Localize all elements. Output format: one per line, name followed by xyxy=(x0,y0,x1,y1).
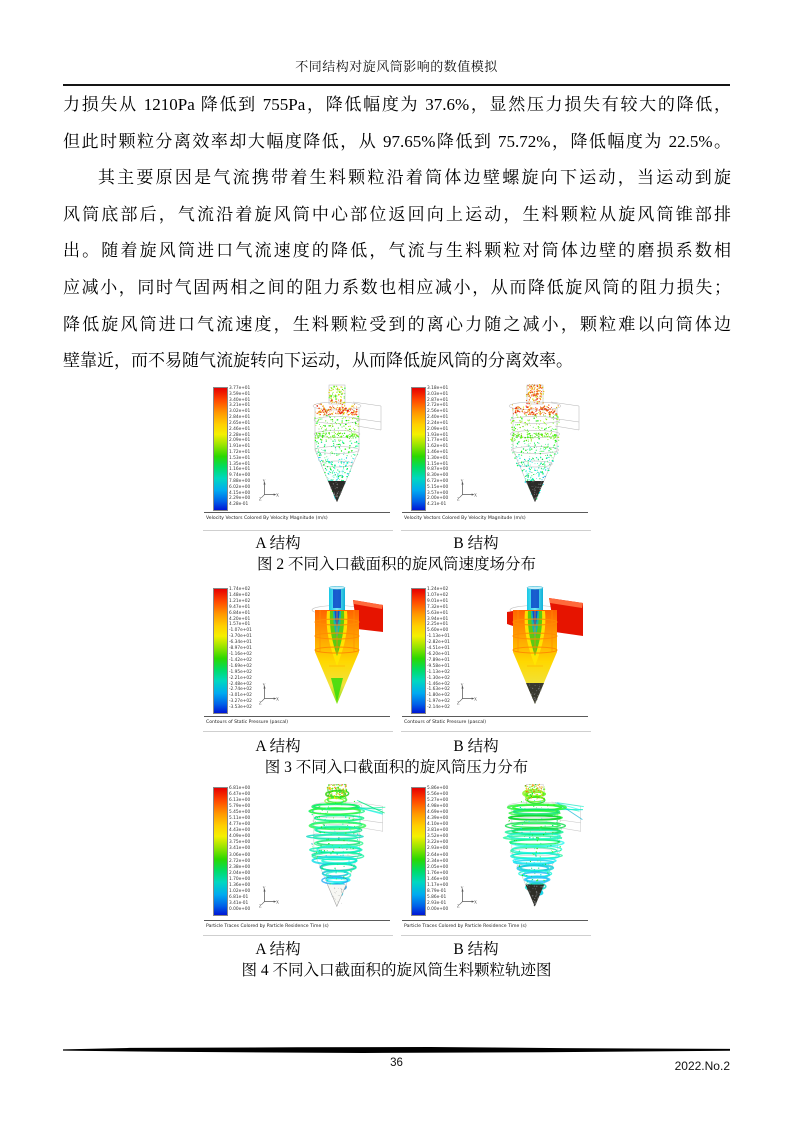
structure-label-a: A 结构 xyxy=(255,535,301,552)
structure-labels-row xyxy=(183,531,579,553)
cyclone-pressure-render xyxy=(295,586,387,712)
axis-y-label: Y xyxy=(262,683,266,688)
header-rule xyxy=(63,84,730,86)
text-line: 应减小，同时气固两相之间的阻力系数也相应减小，从而降低旋风筒的阻力损失； xyxy=(63,277,731,297)
cyclone-particle-trace-render xyxy=(293,781,389,917)
axis-y-label: Y xyxy=(262,886,266,891)
color-legend-bar xyxy=(213,787,228,916)
figure-4-caption: 图 4 不同入口截面积的旋风筒生料颗粒轨迹图 xyxy=(241,962,552,979)
render-status-text: Particle Traces Colored by Particle Residence Time (s) xyxy=(204,920,390,929)
axis-triad-icon xyxy=(259,683,281,705)
structure-labels-row xyxy=(183,937,579,959)
figure-3-caption: 图 3 不同入口截面积的旋风筒压力分布 xyxy=(264,759,529,776)
color-legend-ticks: 1.24e+02 1.07e+02 9.01e+01 7.32e+01 5.63e+01 3.94e+01 2.25e+01 5.60e+00 -1.13e+01 -2.82e+01 -4.51e+01 -6.20e+01 -7.89e+01 -9.58e+01 -1.13e+02 -1.30e+02 -1.46e+02 -1.63e+02 -1.80e+02 -1.97e+02 -2.14e+02 xyxy=(427,587,450,711)
axis-x-label: X xyxy=(276,696,280,702)
color-legend-ticks: 3.18e+01 3.03e+01 2.87e+01 2.72e+01 2.56e+01 2.40e+01 2.24e+01 2.09e+01 1.93e+01 1.77e+01 1.62e+01 1.46e+01 1.30e+01 1.15e+01 9.87e+00 8.30e+00 6.72e+00 5.15e+00 3.57e+00 2.00e+00 4.21e-01 xyxy=(427,386,449,508)
issue-label: 2022.No.2 xyxy=(674,1059,730,1073)
text-line: 壁靠近，而不易随气流旋转向下运动，从而降低旋风筒的分离效率。 xyxy=(63,351,573,371)
cfd-panel-fig4-b xyxy=(401,780,591,936)
axis-triad-icon xyxy=(457,479,479,501)
color-legend-ticks: 5.86e+00 5.56e+00 5.27e+00 4.98e+00 4.69e+00 4.39e+00 4.10e+00 3.81e+00 3.52e+00 3.22e+00 2.93e+00 2.64e+00 2.34e+00 2.05e+00 1.76e+00 1.46e+00 1.17e+00 8.79e-01 5.86e-01 2.93e-01 0.00e+00 xyxy=(427,786,449,912)
color-legend-bar xyxy=(411,387,426,511)
cyclone-pressure-render xyxy=(493,586,585,712)
text-line: 但此时颗粒分离效率却大幅度降低，从 97.65%降低到 75.72%，降低幅度为 22.5%。 xyxy=(63,131,731,151)
axis-z-label: Z xyxy=(259,700,262,705)
color-legend-bar xyxy=(411,588,426,714)
structure-label-b: B 结构 xyxy=(453,738,499,755)
figure-2 xyxy=(203,383,591,531)
cfd-panel-fig2-a xyxy=(203,383,393,531)
cfd-panel-fig3-a xyxy=(203,585,393,732)
render-status-text: Velocity Vectors Colored By Velocity Magnitude (m/s) xyxy=(204,512,390,521)
color-legend-ticks: 3.77e+01 3.59e+01 3.40e+01 3.21e+01 3.02e+01 2.84e+01 2.65e+01 2.46e+01 2.28e+01 2.09e+01 1.91e+01 1.72e+01 1.53e+01 1.35e+01 1.16e+01 9.74e+00 7.88e+00 6.02e+00 4.15e+00 2.29e+00 4.28e-01 xyxy=(229,386,251,508)
figure-2-caption: 图 2 不同入口截面积的旋风筒速度场分布 xyxy=(256,556,536,573)
text-line: 出。随着旋风筒进口气流速度的降低，气流与生料颗粒对筒体边壁的磨损系数相 xyxy=(63,241,731,261)
cyclone-velocity-render xyxy=(295,384,387,510)
cfd-panel-fig3-b xyxy=(401,585,591,732)
structure-label-b: B 结构 xyxy=(453,941,499,958)
color-legend-bar xyxy=(411,787,426,916)
text-line: 风筒底部后，气流沿着旋风筒中心部位返回向上运动，生料颗粒从旋风筒锥部排 xyxy=(63,204,731,224)
axis-y-label: Y xyxy=(262,479,266,484)
page-number: 36 xyxy=(390,1057,403,1069)
axis-x-label: X xyxy=(474,696,478,702)
cyclone-velocity-render xyxy=(493,384,585,510)
axis-z-label: Z xyxy=(457,496,460,501)
render-status-text: Particle Traces Colored by Particle Residence Time (s) xyxy=(402,920,588,929)
axis-triad-icon xyxy=(259,886,281,908)
figure-4 xyxy=(203,780,591,936)
structure-labels-row xyxy=(183,734,579,756)
cfd-panel-fig2-b xyxy=(401,383,591,531)
cyclone-particle-trace-render xyxy=(491,781,587,917)
axis-z-label: Z xyxy=(259,903,262,908)
axis-x-label: X xyxy=(276,492,280,498)
axis-z-label: Z xyxy=(259,496,262,501)
axis-y-label: Y xyxy=(460,479,464,484)
text-line: 力损失从 1210Pa 降低到 755Pa，降低幅度为 37.6%，显然压力损失有较大的降低， xyxy=(63,95,731,114)
axis-y-label: Y xyxy=(460,886,464,891)
axis-z-label: Z xyxy=(457,903,460,908)
axis-z-label: Z xyxy=(457,700,460,705)
axis-y-label: Y xyxy=(460,683,464,688)
footer-rule xyxy=(63,1047,730,1053)
structure-label-b: B 结构 xyxy=(453,535,499,552)
color-legend-bar xyxy=(213,588,228,714)
text-line: 其主要原因是气流携带着生料颗粒沿着筒体边壁螺旋向下运动，当运动到旋 xyxy=(97,168,731,188)
color-legend-ticks: 1.74e+02 1.48e+02 1.21e+02 9.47e+01 6.84e+01 4.20e+01 1.57e+01 -1.07e+01 -3.70e+01 -6.34e+01 -8.97e+01 -1.16e+02 -1.42e+02 -1.69e+02 -1.95e+02 -2.21e+02 -2.48e+02 -2.74e+02 -3.01e+02 -3.27e+02 -3.53e+02 xyxy=(229,587,252,711)
structure-label-a: A 结构 xyxy=(255,941,301,958)
color-legend-ticks: 6.81e+00 6.47e+00 6.13e+00 5.79e+00 5.45e+00 5.11e+00 4.77e+00 4.43e+00 4.09e+00 3.75e+00 3.41e+00 3.06e+00 2.72e+00 2.38e+00 2.04e+00 1.70e+00 1.36e+00 1.02e+00 6.81e-01 3.41e-01 0.00e+00 xyxy=(229,786,251,912)
cfd-panel-fig4-a xyxy=(203,780,393,936)
axis-x-label: X xyxy=(474,899,478,905)
text-line: 降低旋风筒进口气流速度，生料颗粒受到的离心力随之减小，颗粒难以向筒体边 xyxy=(63,314,731,334)
figure-3 xyxy=(203,585,591,732)
render-status-text: Velocity Vectors Colored By Velocity Magnitude (m/s) xyxy=(402,512,588,521)
color-legend-bar xyxy=(213,387,228,511)
axis-triad-icon xyxy=(457,886,479,908)
axis-x-label: X xyxy=(276,899,280,905)
render-status-text: Contours of Static Pressure (pascal) xyxy=(204,716,390,725)
body-text xyxy=(63,87,731,380)
render-status-text: Contours of Static Pressure (pascal) xyxy=(402,716,588,725)
axis-x-label: X xyxy=(474,492,478,498)
running-header-title: 不同结构对旋风筒影响的数值模拟 xyxy=(295,59,498,74)
structure-label-a: A 结构 xyxy=(255,738,301,755)
axis-triad-icon xyxy=(259,479,281,501)
axis-triad-icon xyxy=(457,683,479,705)
